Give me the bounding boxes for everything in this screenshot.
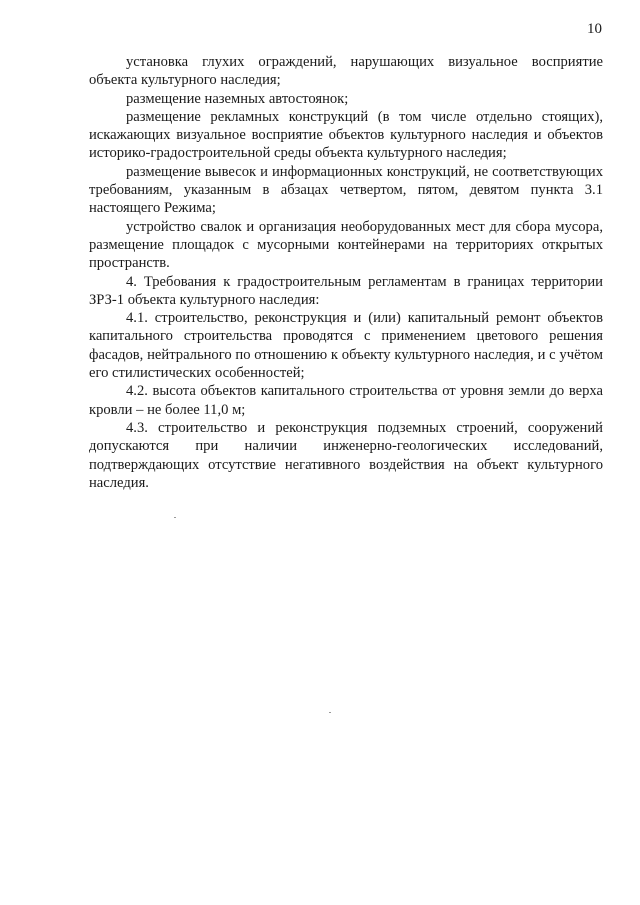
paragraph-advertising: размещение рекламных конструкций (в том числе отдельно стоящих), искажающих визуальное восприятие объектов культурного наследия и объектов историко-градостроительной среды объекта культурного наследия; [89, 108, 603, 162]
paragraph-fences: установка глухих ограждений, нарушающих визуальное восприятие объекта культурного наследия; [89, 54, 603, 89]
page-number: 10 [587, 21, 602, 37]
paragraph-signage: размещение вывесок и информационных конструкций, не соответствующих требованиям, указанным в абзацах четвертом, пятом, девятом пункта 3.1 настоящего Режима; [89, 163, 603, 217]
paragraph-4-1: 4.1. строительство, реконструкция и (или) капитальный ремонт объектов капитального строительства проводятся с применением цветового решения фасадов, нейтрального по отношению к объекту культурного наследия, и с учётом его стилистических особенностей; [89, 310, 603, 382]
scan-speck [329, 712, 331, 713]
paragraph-parking: размещение наземных автостоянок; [126, 90, 349, 107]
paragraph-dumps: устройство свалок и организация необорудованных мест для сбора мусора, размещение площадок с мусорными контейнерами на территориях открытых пространств. [89, 218, 603, 272]
document-body [89, 53, 603, 492]
scan-speck [174, 517, 176, 518]
paragraph-section-4: 4. Требования к градостроительным регламентам в границах территории ЗРЗ-1 объекта культурного наследия: [89, 273, 603, 308]
paragraph-4-3: 4.3. строительство и реконструкция подземных строений, сооружений допускаются при наличии инженерно-геологических исследований, подтверждающих отсутствие негативного воздействия на объект культурного наследия. [89, 419, 603, 491]
paragraph-4-2: 4.2. высота объектов капитального строительства от уровня земли до верха кровли – не более 11,0 м; [89, 383, 603, 418]
